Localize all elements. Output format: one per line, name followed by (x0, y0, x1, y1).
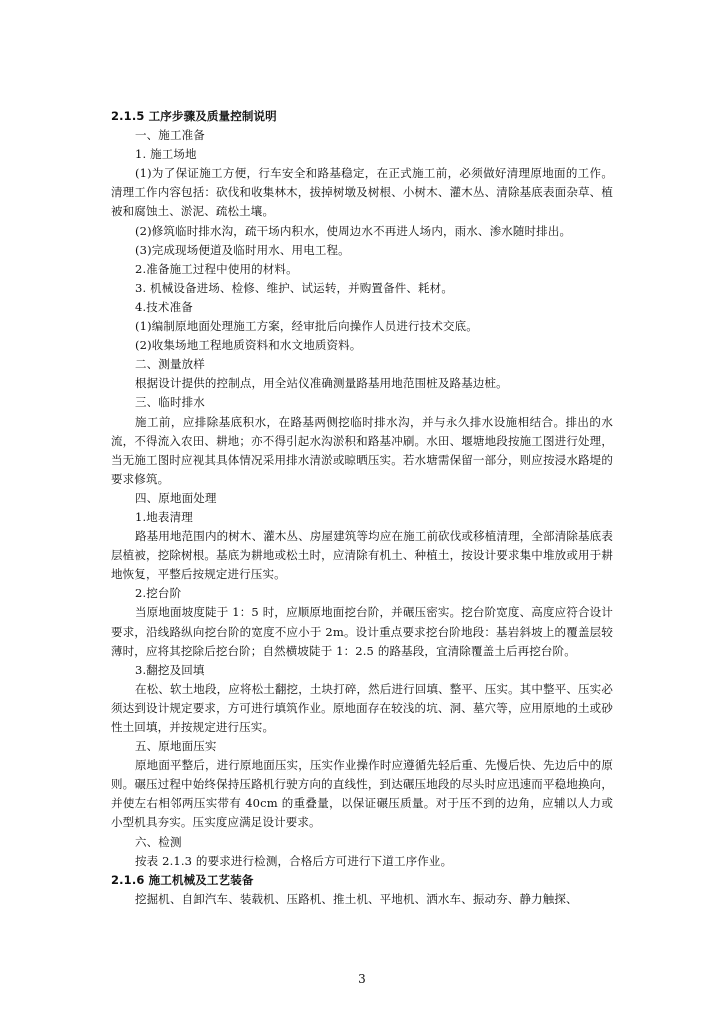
paragraph: 根据设计提供的控制点，用全站仪准确测量路基用地范围桩及路基边桩。 (135, 376, 508, 391)
subheading: 二、测量放样 (135, 357, 205, 372)
section-heading: 2.1.5 工序步骤及质量控制说明 (111, 109, 277, 123)
subheading: 五、原地面压实 (135, 739, 217, 754)
paragraph: 施工前，应排除基底积水，在路基两侧挖临时排水沟，并与永久排水设施相结合。排出的水流，不得流入农田、耕地；亦不得引起水沟淤积和路基冲刷。水田、堰塘地段按施工图进行处理，当无施工图时应视其具体情况采用排水清淤或晾晒压实。若水塘需保留一部分，则应按浸水路堤的要求修筑。 (111, 414, 613, 486)
subheading: (1)编制原地面处理施工方案，经审批后向操作人员进行技术交底。 (135, 319, 478, 334)
subheading: 2.准备施工过程中使用的材料。 (135, 261, 298, 276)
subheading: 三、临时排水 (135, 395, 205, 410)
page-number: 3 (358, 972, 366, 986)
subheading: 1. 施工场地 (135, 147, 197, 162)
subheading: (2)收集场地工程地质资料和水文地质资料。 (135, 338, 362, 353)
subheading: 六、检测 (135, 834, 182, 849)
paragraph: 按表 2.1.3 的要求进行检测，合格后方可进行下道工序作业。 (135, 853, 453, 868)
subheading: 3.翻挖及回填 (135, 662, 205, 677)
subheading: 3. 机械设备进场、检修、维护、试运转，并购置备件、耗材。 (135, 280, 453, 295)
paragraph: 当原地面坡度陡于 1：5 时，应顺原地面挖台阶，并碾压密实。挖台阶宽度、高度应符合设计要求，沿线路纵向挖台阶的宽度不应小于 2m。设计重点要求挖台阶地段：基岩斜坡上的覆盖层较薄时，应将其挖除后挖台阶；自然横坡陡于 1：2.5 的路基段，宜清除覆盖土后再挖台阶。 (111, 605, 613, 658)
paragraph: 在松、软土地段，应将松土翻挖，土块打碎，然后进行回填、整平、压实。其中整平、压实必须达到设计规定要求，方可进行填筑作业。原地面存在较浅的坑、洞、墓穴等，应用原地的土或砂性土回填，并按规定进行压实。 (111, 681, 613, 734)
paragraph: 路基用地范围内的树木、灌木丛、房屋建筑等均应在施工前砍伐或移植清理，全部清除基底表层植被，挖除树根。基底为耕地或松土时，应清除有机土、种植土，按设计要求集中堆放或用于耕地恢复，平整后按规定进行压实。 (111, 529, 613, 582)
subheading: 1.地表清理 (135, 509, 193, 524)
subheading: 一、施工准备 (135, 128, 205, 143)
paragraph: 原地面平整后，进行原地面压实，压实作业操作时应遵循先轻后重、先慢后快、先边后中的原则。碾压过程中始终保持压路机行驶方向的直线性，到达碾压地段的尽头时应迅速而平稳地换向，并使左右相邻两压实带有 40cm 的重叠量，以保证碾压质量。对于压不到的边角，应辅以人力或小型机具夯实。压实度应满足设计要求。 (111, 758, 613, 830)
subheading: 四、原地面处理 (135, 490, 217, 505)
paragraph: (1)为了保证施工方便，行车安全和路基稳定，在正式施工前，必须做好清理原地面的工作。清理工作内容包括：砍伐和收集林木，拔掉树墩及树根、小树木、灌木丛、清除基底表面杂草、植被和腐蚀土、淤泥、疏松土壤。 (111, 166, 613, 219)
subheading: (2)修筑临时排水沟，疏干场内积水，使周边水不再进人场内，雨水、渗水随时排出。 (135, 223, 572, 238)
paragraph: 挖掘机、自卸汽车、装载机、压路机、推土机、平地机、洒水车、振动夯、静力触探、 (135, 891, 578, 906)
subheading: 4.技术准备 (135, 299, 193, 314)
subheading: 2.挖台阶 (135, 586, 182, 601)
section-heading: 2.1.6 施工机械及工艺装备 (111, 872, 254, 887)
subheading: (3)完成现场便道及临时用水、用电工程。 (135, 242, 350, 257)
document-body (111, 107, 613, 909)
